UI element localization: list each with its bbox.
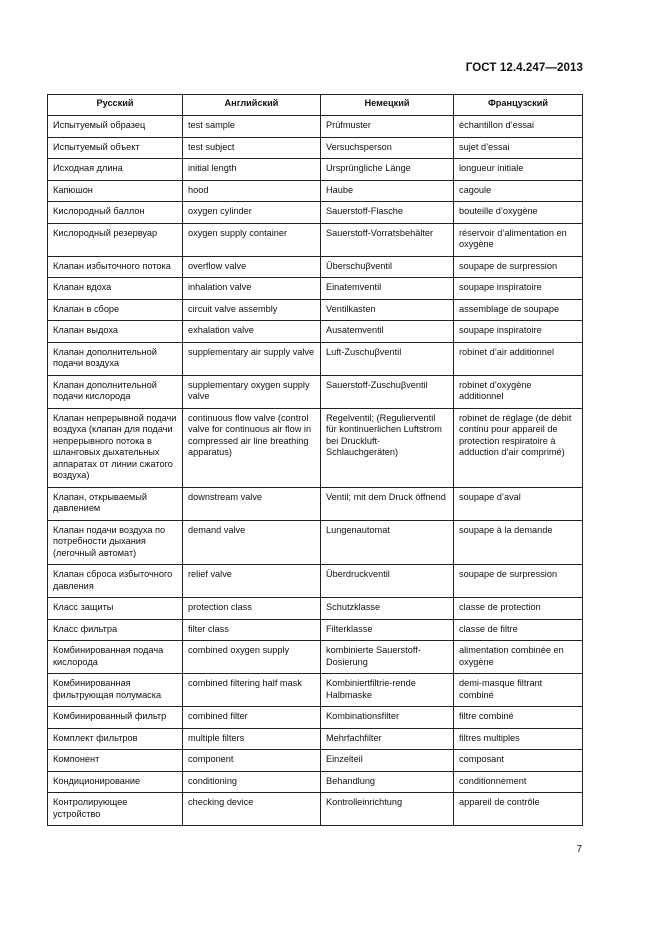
- cell-russian: Клапан непрерывной подачи воздуха (клапан для подачи непрерывного потока в шланговых дыхательных аппаратах от линии сжатого воздуха): [48, 408, 183, 487]
- cell-russian: Кислородный резервуар: [48, 223, 183, 256]
- cell-german: Sauerstoff-Flasche: [321, 202, 454, 224]
- table-row: [48, 771, 583, 793]
- cell-french: soupape de surpression: [454, 256, 583, 278]
- page-number: 7: [576, 844, 582, 855]
- cell-german: kombinierte Sauerstoff-Dosierung: [321, 641, 454, 674]
- cell-french: soupape de surpression: [454, 565, 583, 598]
- table-body: [48, 116, 583, 826]
- table-row: [48, 342, 583, 375]
- cell-russian: Комплект фильтров: [48, 728, 183, 750]
- cell-german: Mehrfachfilter: [321, 728, 454, 750]
- table-row: [48, 707, 583, 729]
- cell-russian: Контролирующее устройство: [48, 793, 183, 826]
- cell-french: soupape inspiratoire: [454, 321, 583, 343]
- column-header-english: Английский: [183, 95, 321, 116]
- table-row: [48, 487, 583, 520]
- cell-russian: Класс защиты: [48, 598, 183, 620]
- cell-russian: Клапан выдоха: [48, 321, 183, 343]
- table-row: [48, 793, 583, 826]
- table-row: [48, 299, 583, 321]
- cell-russian: Комбинированная подача кислорода: [48, 641, 183, 674]
- table-row: [48, 674, 583, 707]
- cell-german: Behandlung: [321, 771, 454, 793]
- table-row: [48, 223, 583, 256]
- cell-english: filter class: [183, 619, 321, 641]
- cell-german: Ventilkasten: [321, 299, 454, 321]
- cell-russian: Клапан избыточного потока: [48, 256, 183, 278]
- cell-english: supplementary oxygen supply valve: [183, 375, 321, 408]
- cell-french: robinet de réglage (de débit continu pour appareil de protection respiratoire à adduction d’air comprimé): [454, 408, 583, 487]
- cell-english: supplementary air supply valve: [183, 342, 321, 375]
- cell-german: Ventil; mit dem Druck öffnend: [321, 487, 454, 520]
- table-row: [48, 728, 583, 750]
- cell-german: Haube: [321, 180, 454, 202]
- cell-french: robinet d’oxygène additionnel: [454, 375, 583, 408]
- cell-russian: Комбинированный фильтр: [48, 707, 183, 729]
- cell-french: soupape d’aval: [454, 487, 583, 520]
- cell-german: Sauerstoff-Vorratsbehälter: [321, 223, 454, 256]
- table-row: [48, 520, 583, 565]
- cell-german: Lungenautomat: [321, 520, 454, 565]
- table-header-row: [48, 95, 583, 116]
- cell-english: relief valve: [183, 565, 321, 598]
- cell-german: Einzelteil: [321, 750, 454, 772]
- cell-french: bouteille d’oxygène: [454, 202, 583, 224]
- cell-russian: Клапан сброса избыточного давления: [48, 565, 183, 598]
- cell-german: Ursprüngliche Länge: [321, 159, 454, 181]
- cell-german: Prüfmuster: [321, 116, 454, 138]
- table-row: [48, 598, 583, 620]
- cell-russian: Испытуемый образец: [48, 116, 183, 138]
- table-row: [48, 116, 583, 138]
- table-row: [48, 256, 583, 278]
- table-row: [48, 202, 583, 224]
- cell-french: filtre combiné: [454, 707, 583, 729]
- cell-english: hood: [183, 180, 321, 202]
- cell-russian: Клапан подачи воздуха по потребности дыхания (легочный автомат): [48, 520, 183, 565]
- table-row: [48, 180, 583, 202]
- cell-english: combined filter: [183, 707, 321, 729]
- cell-german: Kombinationsfilter: [321, 707, 454, 729]
- table-row: [48, 137, 583, 159]
- column-header-french: Французский: [454, 95, 583, 116]
- cell-russian: Кислородный баллон: [48, 202, 183, 224]
- cell-french: échantillon d’essai: [454, 116, 583, 138]
- cell-russian: Клапан дополнительной подачи воздуха: [48, 342, 183, 375]
- cell-english: continuous flow valve (control valve for continuous air flow in compressed air line breathing apparatus): [183, 408, 321, 487]
- standard-code: ГОСТ 12.4.247—2013: [465, 62, 583, 74]
- cell-french: composant: [454, 750, 583, 772]
- cell-english: oxygen cylinder: [183, 202, 321, 224]
- cell-german: Ausatemventil: [321, 321, 454, 343]
- table-row: [48, 619, 583, 641]
- cell-russian: Комбинированная фильтрующая полумаска: [48, 674, 183, 707]
- cell-german: Sauerstoff-Zuschuβventil: [321, 375, 454, 408]
- cell-french: sujet d’essai: [454, 137, 583, 159]
- cell-english: protection class: [183, 598, 321, 620]
- cell-russian: Клапан вдоха: [48, 278, 183, 300]
- cell-russian: Клапан в сборе: [48, 299, 183, 321]
- cell-english: circuit valve assembly: [183, 299, 321, 321]
- cell-english: overflow valve: [183, 256, 321, 278]
- cell-russian: Компонент: [48, 750, 183, 772]
- cell-german: Schutzklasse: [321, 598, 454, 620]
- cell-french: demi-masque filtrant combiné: [454, 674, 583, 707]
- cell-french: robinet d’air additionnel: [454, 342, 583, 375]
- cell-english: inhalation valve: [183, 278, 321, 300]
- column-header-german: Немецкий: [321, 95, 454, 116]
- cell-english: oxygen supply container: [183, 223, 321, 256]
- cell-french: soupape à la demande: [454, 520, 583, 565]
- cell-german: Überdruckventil: [321, 565, 454, 598]
- cell-russian: Класс фильтра: [48, 619, 183, 641]
- cell-english: checking device: [183, 793, 321, 826]
- cell-english: test sample: [183, 116, 321, 138]
- cell-french: longueur initiale: [454, 159, 583, 181]
- cell-english: combined oxygen supply: [183, 641, 321, 674]
- cell-french: filtres multiples: [454, 728, 583, 750]
- cell-german: Kontrolleinrichtung: [321, 793, 454, 826]
- cell-english: demand valve: [183, 520, 321, 565]
- cell-russian: Исходная длина: [48, 159, 183, 181]
- cell-english: initial length: [183, 159, 321, 181]
- cell-russian: Испытуемый объект: [48, 137, 183, 159]
- cell-german: Versuchsperson: [321, 137, 454, 159]
- cell-russian: Клапан дополнительной подачи кислорода: [48, 375, 183, 408]
- cell-german: Kombiniertfiltrie-rende Halbmaske: [321, 674, 454, 707]
- cell-english: combined filtering half mask: [183, 674, 321, 707]
- table-row: [48, 641, 583, 674]
- table-row: [48, 159, 583, 181]
- cell-french: réservoir d’alimentation en oxygène: [454, 223, 583, 256]
- terminology-table: [47, 94, 583, 826]
- cell-french: assemblage de soupape: [454, 299, 583, 321]
- table-row: [48, 565, 583, 598]
- table-row: [48, 278, 583, 300]
- cell-russian: Клапан, открываемый давлением: [48, 487, 183, 520]
- cell-french: classe de filtre: [454, 619, 583, 641]
- cell-german: Einatemventil: [321, 278, 454, 300]
- cell-english: conditioning: [183, 771, 321, 793]
- cell-german: Regelventil; (Regulierventil für kontinuerlichen Luftstrom bei Druckluft-Schlauchgeräten): [321, 408, 454, 487]
- table-row: [48, 321, 583, 343]
- cell-german: Überschuβventil: [321, 256, 454, 278]
- cell-german: Luft-Zuschuβventil: [321, 342, 454, 375]
- cell-russian: Капюшон: [48, 180, 183, 202]
- cell-french: alimentation combinée en oxygène: [454, 641, 583, 674]
- table-row: [48, 750, 583, 772]
- cell-french: appareil de contrôle: [454, 793, 583, 826]
- table-row: [48, 375, 583, 408]
- cell-french: cagoule: [454, 180, 583, 202]
- table-row: [48, 408, 583, 487]
- cell-english: test subject: [183, 137, 321, 159]
- cell-russian: Кондиционирование: [48, 771, 183, 793]
- cell-english: component: [183, 750, 321, 772]
- cell-french: soupape inspiratoire: [454, 278, 583, 300]
- cell-french: conditionnement: [454, 771, 583, 793]
- cell-french: classe de protection: [454, 598, 583, 620]
- cell-german: Filterklasse: [321, 619, 454, 641]
- cell-english: downstream valve: [183, 487, 321, 520]
- column-header-russian: Русский: [48, 95, 183, 116]
- cell-english: multiple filters: [183, 728, 321, 750]
- cell-english: exhalation valve: [183, 321, 321, 343]
